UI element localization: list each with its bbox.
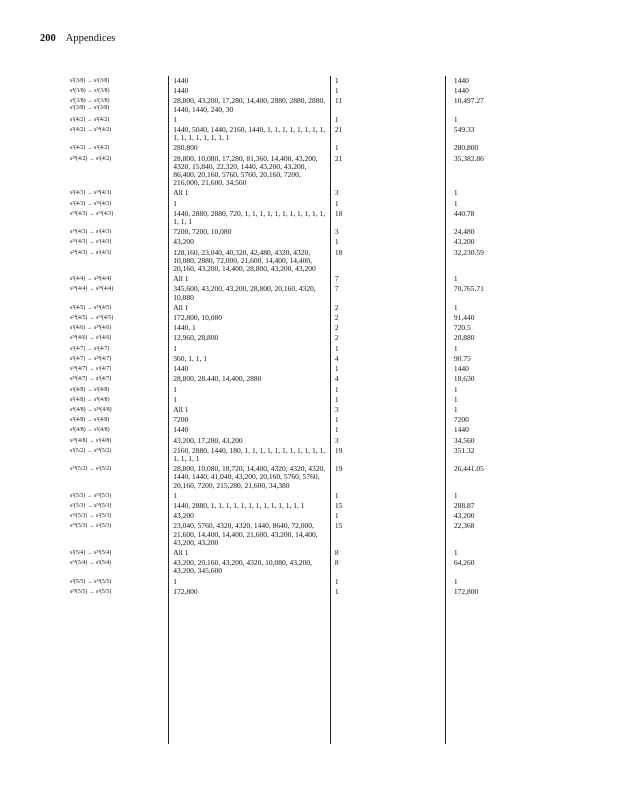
transition-table	[70, 76, 590, 597]
transition-label	[70, 97, 165, 113]
table-row	[70, 227, 590, 237]
values-cell: 43,200, 17,280, 43,200	[173, 435, 243, 445]
transition-label	[70, 386, 165, 394]
mean-cell: 172,800	[453, 586, 479, 596]
transition-text: s²⁴(4/6) → s¹(4/6)	[70, 335, 112, 342]
mean-cell: 1	[453, 302, 458, 312]
transition-text: s¹⁵(5/3) → s¹(5/3)	[70, 513, 112, 520]
count-cell: 1	[334, 586, 339, 596]
count-cell: 21	[334, 153, 343, 163]
transition-label	[70, 304, 165, 312]
transition-text: s²(4/3) → s¹⁴(4/3)	[70, 190, 112, 197]
values-cell: 1	[173, 198, 178, 208]
transition-text: s²⁴(4/5) → s²⁴(4/5)	[70, 315, 114, 322]
table-row	[70, 237, 590, 247]
count-cell: 1	[334, 143, 339, 153]
table-row	[70, 248, 590, 275]
values-cell: 2160, 2880, 1440, 180, 1, 1, 1, 1, 1, 1, 1, 1, 1, 1, 1, 1, 1, 1, 1	[173, 445, 326, 463]
count-cell: 15	[334, 521, 343, 531]
values-cell: 1440	[173, 425, 189, 435]
values-cell: 1	[173, 114, 178, 124]
transition-label	[70, 155, 165, 188]
mean-cell: 90.75	[453, 353, 471, 363]
transition-label	[70, 549, 165, 557]
mean-cell: 7200	[453, 415, 469, 425]
table-row	[70, 558, 590, 576]
count-cell: 18	[334, 247, 343, 257]
transition-label	[70, 77, 165, 85]
transition-label	[70, 416, 165, 424]
mean-cell: 22,368	[453, 521, 475, 531]
count-cell: 1	[334, 114, 339, 124]
count-cell: 7	[334, 284, 339, 294]
transition-label	[70, 559, 165, 575]
values-cell: 1440, 2880, 2880, 720, 1, 1, 1, 1, 1, 1, 1, 1, 1, 1, 1, 1, 1, 1	[173, 208, 326, 227]
mean-cell: 35,382.86	[453, 153, 484, 163]
count-cell: 3	[334, 404, 339, 414]
transition-text: s²(5/2) → s²⁴(5/2)	[70, 447, 112, 454]
values-cell: All 1	[173, 274, 189, 284]
transition-label	[70, 285, 165, 301]
values-cell: 7200, 7200, 10,080	[173, 227, 232, 237]
transition-text: s²⁴(4/3) → s¹(4/3)	[70, 249, 112, 256]
count-cell: 8	[334, 558, 339, 568]
values-cell: 1	[173, 394, 178, 404]
transition-label	[70, 87, 165, 95]
transition-text: s¹(4/2) → s¹(4/2)	[70, 145, 110, 152]
transition-label	[70, 588, 165, 596]
count-cell: 2	[334, 302, 339, 312]
transition-text: s¹(4/2) → s²(4/2)	[70, 116, 110, 123]
mean-cell: 280,800	[453, 143, 479, 153]
mean-cell: 34,560	[453, 435, 475, 445]
values-cell: All 1	[173, 302, 189, 312]
table-row	[70, 446, 590, 464]
transition-text: s²⁴(5/2) → s¹(5/2)	[70, 466, 112, 473]
count-cell: 1	[334, 415, 339, 425]
transition-text: s²⁴(4/7) → s¹(4/7)	[70, 376, 112, 383]
values-cell: 345,600, 43,200, 43,200, 28,800, 20,160, 4320, 10,080	[173, 284, 316, 302]
transition-text: s²(5/5) → s²⁴(5/5)	[70, 578, 112, 585]
mean-cell: 10,497.27	[453, 96, 484, 106]
transition-text: s¹(5/3) → s²⁴(5/3)	[70, 502, 112, 509]
running-head: Appendices	[65, 33, 116, 44]
mean-cell: 1	[453, 384, 458, 394]
mean-cell: 20,880	[453, 333, 475, 343]
count-cell: 4	[334, 374, 339, 384]
page-number: 200	[40, 33, 56, 44]
table-row	[70, 115, 590, 125]
mean-cell: 1440	[453, 76, 469, 85]
mean-cell: 549.33	[453, 125, 475, 135]
transition-label	[70, 396, 165, 404]
count-cell: 3	[334, 188, 339, 198]
mean-cell: 351.32	[453, 445, 475, 455]
transition-label	[70, 578, 165, 586]
table-row	[70, 76, 590, 86]
values-cell: 172,800, 10,080	[173, 313, 223, 323]
table-row	[70, 491, 590, 501]
transition-label	[70, 228, 165, 236]
transition-text: s¹(4/6) → s²⁴(4/6)	[70, 325, 112, 332]
transition-text: s²⁴(5/5) → s¹(5/5)	[70, 588, 112, 595]
transition-text: s⁴(4/8) → s²⁴(4/8)	[70, 406, 112, 413]
transition-text: s¹(3/8) → s¹(3/8)	[70, 105, 110, 111]
table-row	[70, 333, 590, 343]
mean-cell: 1	[453, 274, 458, 284]
transition-label	[70, 144, 165, 152]
transition-text: s²(3/8) → s¹(3/8)	[70, 78, 110, 84]
count-cell: 18	[334, 208, 343, 218]
mean-cell: 64,260	[453, 558, 475, 568]
transition-label	[70, 492, 165, 500]
table-row	[70, 587, 590, 597]
count-cell: 19	[334, 464, 343, 474]
count-cell: 2	[334, 333, 339, 343]
transition-label	[70, 334, 165, 342]
values-cell: 43,200	[173, 237, 194, 247]
values-cell: 23,040, 5760, 4320, 4320, 1440, 8640, 72,000, 21,600, 14,400, 14,400, 21,600, 43,200, 14,400, 43,200, 43,200	[173, 521, 318, 547]
count-cell: 1	[334, 576, 339, 586]
transition-text: s²(4/8) → s¹(4/8)	[70, 417, 110, 424]
transition-text: s²(4/5) → s²⁴(4/5)	[70, 304, 112, 311]
count-cell: 11	[334, 96, 343, 106]
mean-cell: 1	[453, 198, 458, 208]
transition-text: s²(4/7) → s²⁴(4/7)	[70, 355, 112, 362]
transition-text: s²(5/4) → s²⁴(5/4)	[70, 549, 112, 556]
transition-text: s²⁴(4/4) → s²⁴(4/4)	[70, 286, 114, 293]
transition-label	[70, 126, 165, 142]
transition-label	[70, 437, 165, 445]
table-row	[70, 464, 590, 491]
transition-label	[70, 345, 165, 353]
table-row	[70, 364, 590, 374]
table-row	[70, 344, 590, 354]
transition-text: s⁴(3/8) → s¹(3/8)	[70, 98, 110, 105]
transition-label	[70, 406, 165, 414]
transition-label	[70, 355, 165, 363]
count-cell: 2	[334, 313, 339, 323]
transition-text: s²⁴(4/2) → s¹(4/2)	[70, 155, 112, 162]
transition-text: s²(4/2) → s²⁴(4/2)	[70, 127, 112, 134]
mean-cell: 720.5	[453, 323, 471, 333]
count-cell: 1	[334, 343, 339, 353]
values-cell: 1	[173, 384, 178, 394]
table-row	[70, 284, 590, 302]
table-row	[70, 436, 590, 446]
page-header	[40, 33, 115, 44]
transition-text: s¹⁵(4/3) → s¹(4/3)	[70, 239, 112, 246]
table-row	[70, 209, 590, 227]
count-cell: 1	[334, 511, 339, 521]
transition-label	[70, 314, 165, 322]
count-cell: 3	[334, 227, 339, 237]
table-row	[70, 577, 590, 587]
count-cell: 7	[334, 274, 339, 284]
table-row	[70, 274, 590, 284]
transition-label	[70, 447, 165, 463]
values-cell: 7200	[173, 415, 189, 425]
table-row	[70, 501, 590, 511]
mean-cell: 1	[453, 490, 458, 500]
mean-cell: 26,441.05	[453, 464, 484, 474]
count-cell: 8	[334, 547, 339, 557]
values-cell: All 1	[173, 404, 189, 414]
values-cell: 28,800, 43,200, 17,280, 14,400, 2880, 2880, 2880, 1440, 1440, 240, 30	[173, 96, 326, 114]
mean-cell: 288.87	[453, 500, 475, 510]
values-cell: 128,160, 23,040, 40,320, 42,480, 4320, 4320, 10,080, 2880, 72,000, 21,600, 14,400, 14,400, 20,160, 43,200, 14,400, 28,800, 43,200, 43,200	[173, 247, 316, 274]
transition-label	[70, 238, 165, 246]
transition-label	[70, 375, 165, 383]
table-row	[70, 385, 590, 395]
mean-cell: 18,630	[453, 374, 475, 384]
mean-cell: 1	[453, 576, 458, 586]
count-cell: 1	[334, 198, 339, 208]
table-row	[70, 395, 590, 405]
transition-label	[70, 189, 165, 197]
transition-label	[70, 502, 165, 510]
values-cell: 12,960, 28,800	[173, 333, 219, 343]
mean-cell: 32,230.59	[453, 247, 484, 257]
values-cell: 1	[173, 490, 178, 500]
values-cell: 28,800, 28,440, 14,400, 2880	[173, 374, 262, 384]
table-row	[70, 188, 590, 198]
count-cell: 1	[334, 86, 339, 96]
table-row	[70, 425, 590, 435]
table-row	[70, 415, 590, 425]
values-cell: 1440	[173, 86, 189, 96]
count-cell: 21	[334, 125, 343, 135]
mean-cell: 43,200	[453, 511, 475, 521]
mean-cell: 1	[453, 394, 458, 404]
transition-label	[70, 465, 165, 490]
count-cell: 1	[334, 76, 339, 85]
transition-text: s²(4/4) → s²⁴(4/4)	[70, 276, 112, 283]
transition-label	[70, 116, 165, 124]
transition-text: s²⁴(5/4) → s¹(5/4)	[70, 560, 112, 567]
values-cell: 28,800, 10,080, 18,720, 14,400, 4320, 4320, 4320, 1440, 1440, 41,040, 43,200, 20,160, 5760, 5760, 20,160, 7200, 215,280, 21,600, 34,380	[173, 464, 326, 490]
count-cell: 1	[334, 384, 339, 394]
transition-text: s⁴(4/8) → s¹(4/8)	[70, 427, 110, 434]
count-cell: 1	[334, 237, 339, 247]
mean-cell: 1	[453, 343, 458, 353]
values-cell: All 1	[173, 188, 189, 198]
values-cell: 1440, 2880, 1, 1, 1, 1, 1, 1, 1, 1, 1, 1, 1, 1, 1	[173, 500, 305, 510]
count-cell: 1	[334, 364, 339, 374]
values-cell: 43,200	[173, 511, 194, 521]
transition-label	[70, 324, 165, 332]
values-cell: All 1	[173, 547, 189, 557]
mean-cell: 70,765.71	[453, 284, 484, 294]
transition-label	[70, 200, 165, 208]
values-cell: 1440, 5040, 1440, 2160, 1440, 1, 1, 1, 1, 1, 1, 1, 1, 1, 1, 1, 1, 1, 1, 1, 1	[173, 125, 326, 143]
values-cell: 43,200, 20,160, 43,200, 4320, 10,080, 43,200, 43,200, 345,600	[173, 558, 313, 576]
count-cell: 19	[334, 445, 343, 455]
mean-cell: 1	[453, 404, 458, 414]
table-row	[70, 374, 590, 384]
transition-text: s²⁴(4/8) → s¹(4/8)	[70, 437, 112, 444]
mean-cell: 1440	[453, 425, 469, 435]
values-cell: 280,800	[173, 143, 198, 153]
transition-text: s²(5/3) → s¹⁵(5/3)	[70, 492, 112, 499]
table-row	[70, 354, 590, 364]
mean-cell: 1440	[453, 364, 469, 374]
values-cell: 1	[173, 343, 178, 353]
table-row	[70, 405, 590, 415]
table-row	[70, 548, 590, 558]
count-cell: 3	[334, 435, 339, 445]
count-cell: 1	[334, 425, 339, 435]
transition-text: s¹⁴(4/3) → s¹(4/3)	[70, 229, 112, 236]
transition-label	[70, 249, 165, 274]
mean-cell: 1	[453, 547, 458, 557]
table-row	[70, 125, 590, 143]
count-cell: 1	[334, 490, 339, 500]
transition-label	[70, 365, 165, 373]
values-cell: 28,800, 10,080, 17,280, 81,360, 14,400, 43,200, 4320, 15,840, 22,320, 1440, 43,200, 43,200, 86,400, 20,160, 5760, 5760, 20,160, 7200, 216,000, 21,600, 34,560	[173, 153, 318, 188]
transition-text: s¹(4/7) → s²(4/7)	[70, 345, 110, 352]
values-cell: 172,800	[173, 586, 198, 596]
mean-cell: 91,440	[453, 313, 475, 323]
mean-cell: 1	[453, 114, 458, 124]
transition-text: s⁴(3/8) → s¹(3/8)	[70, 88, 110, 95]
table-row	[70, 521, 590, 548]
transition-text: s¹(4/8) → s²(4/8)	[70, 386, 110, 393]
values-cell: 1440	[173, 76, 189, 85]
mean-cell: 1	[453, 188, 458, 198]
transition-label	[70, 210, 165, 226]
mean-cell: 440.78	[453, 208, 475, 218]
count-cell: 2	[334, 323, 339, 333]
table-row	[70, 313, 590, 323]
mean-cell: 43,200	[453, 237, 475, 247]
transition-text: s¹⁴(4/3) → s²⁴(4/3)	[70, 210, 114, 217]
table-row	[70, 323, 590, 333]
transition-label	[70, 512, 165, 520]
mean-cell: 24,480	[453, 227, 475, 237]
table-row	[70, 96, 590, 114]
count-cell: 4	[334, 353, 339, 363]
table-row	[70, 154, 590, 189]
mean-cell: 1440	[453, 86, 469, 96]
transition-label	[70, 275, 165, 283]
values-cell: 1440	[173, 364, 189, 374]
transition-text: s²⁴(5/3) → s¹(5/3)	[70, 523, 112, 530]
values-cell: 1	[173, 576, 178, 586]
transition-label	[70, 426, 165, 434]
transition-text: s²(4/8) → s⁴(4/8)	[70, 396, 110, 403]
count-cell: 15	[334, 500, 343, 510]
transition-label	[70, 522, 165, 547]
transition-text: s¹(4/3) → s¹⁵(4/3)	[70, 200, 112, 207]
table-row	[70, 143, 590, 153]
table-row	[70, 303, 590, 313]
count-cell: 1	[334, 394, 339, 404]
table-row	[70, 199, 590, 209]
values-cell: 360, 1, 1, 1	[173, 353, 208, 363]
transition-text: s²⁴(4/7) → s¹(4/7)	[70, 366, 112, 373]
values-cell: 1440, 1	[173, 323, 196, 333]
table-row	[70, 86, 590, 96]
table-row	[70, 511, 590, 521]
